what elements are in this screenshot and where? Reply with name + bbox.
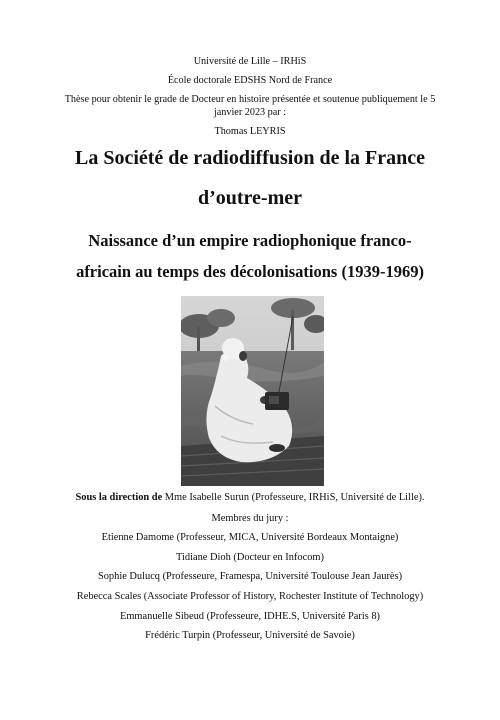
supervisor-name: Mme Isabelle Surun (Professeure, IRHiS, Université de Lille). [164, 492, 425, 503]
thesis-statement-line-2: janvier 2023 par : [213, 107, 287, 118]
jury-member: Emmanuelle Sibeud (Professeure, IDHE.S, Université Paris 8) [120, 611, 380, 622]
jury-member: Sophie Dulucq (Professeure, Framespa, Université Toulouse Jean Jaurès) [97, 571, 403, 582]
author-name: Thomas LEYRIS [214, 126, 286, 137]
cover-photograph [181, 296, 324, 486]
supervision-line [30, 491, 470, 504]
subtitle-line-2: africain au temps des décolonisations (1939-1969) [76, 262, 424, 281]
supervision-label: Sous la direction de [75, 492, 163, 503]
jury-label: Membres du jury : [211, 513, 289, 524]
subtitle-line-1: Naissance d’un empire radiophonique franco- [88, 231, 412, 250]
jury-member: Rebecca Scales (Associate Professor of History, Rochester Institute of Technology) [76, 591, 424, 602]
jury-member: Frédéric Turpin (Professeur, Université de Savoie) [145, 630, 355, 641]
thesis-statement-line-1: Thèse pour obtenir le grade de Docteur en histoire présentée et soutenue publiquement le 5 [64, 94, 436, 105]
title-line-1: La Société de radiodiffusion de la France [75, 147, 425, 169]
university-line: Université de Lille – IRHiS [193, 56, 307, 67]
jury-member: Etienne Damome (Professeur, MICA, Université Bordeaux Montaigne) [101, 532, 399, 543]
doctoral-school-line: École doctorale EDSHS Nord de France [167, 75, 333, 86]
title-line-2: d’outre-mer [197, 187, 303, 209]
jury-member: Tidiane Dioh (Docteur en Infocom) [176, 552, 324, 563]
